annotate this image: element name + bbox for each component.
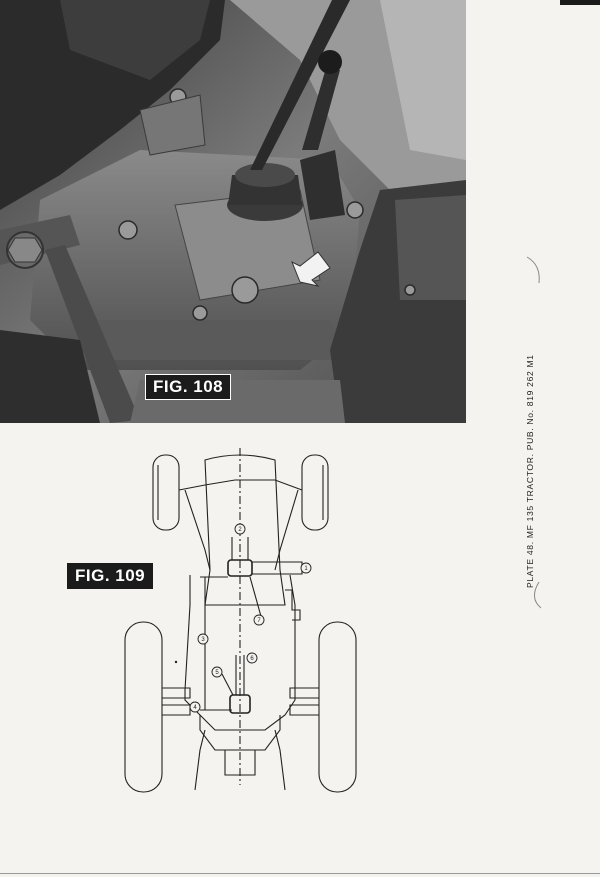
page-curl-mark-top bbox=[525, 255, 545, 285]
callout-5-text: 5 bbox=[215, 670, 219, 676]
callout-3-text: 3 bbox=[201, 637, 205, 643]
callout-1-text: 1 bbox=[304, 566, 308, 572]
plate-caption: PLATE 48. MF 135 TRACTOR. PUB. No. 819 262 M1 bbox=[525, 354, 535, 588]
corner-mark bbox=[560, 0, 600, 5]
bottom-rule bbox=[0, 873, 600, 874]
callout-6-text: 6 bbox=[250, 656, 254, 662]
fig-108-label: FIG. 108 bbox=[145, 374, 231, 400]
rear-left-wheel bbox=[125, 622, 162, 792]
rear-right-wheel bbox=[319, 622, 356, 792]
callout-4-text: 4 bbox=[193, 705, 197, 711]
front-left-wheel bbox=[153, 455, 179, 530]
callout-2-text: 2 bbox=[238, 527, 242, 533]
gearbox-photo-illustration bbox=[0, 0, 466, 423]
front-right-wheel bbox=[302, 455, 328, 530]
tractor-plan-diagram bbox=[0, 430, 480, 870]
fig-108-photo bbox=[0, 0, 466, 423]
callout-7-text: 7 bbox=[257, 618, 261, 624]
fig-109-label: FIG. 109 bbox=[67, 563, 153, 589]
page-curl-mark-bottom bbox=[525, 580, 545, 610]
